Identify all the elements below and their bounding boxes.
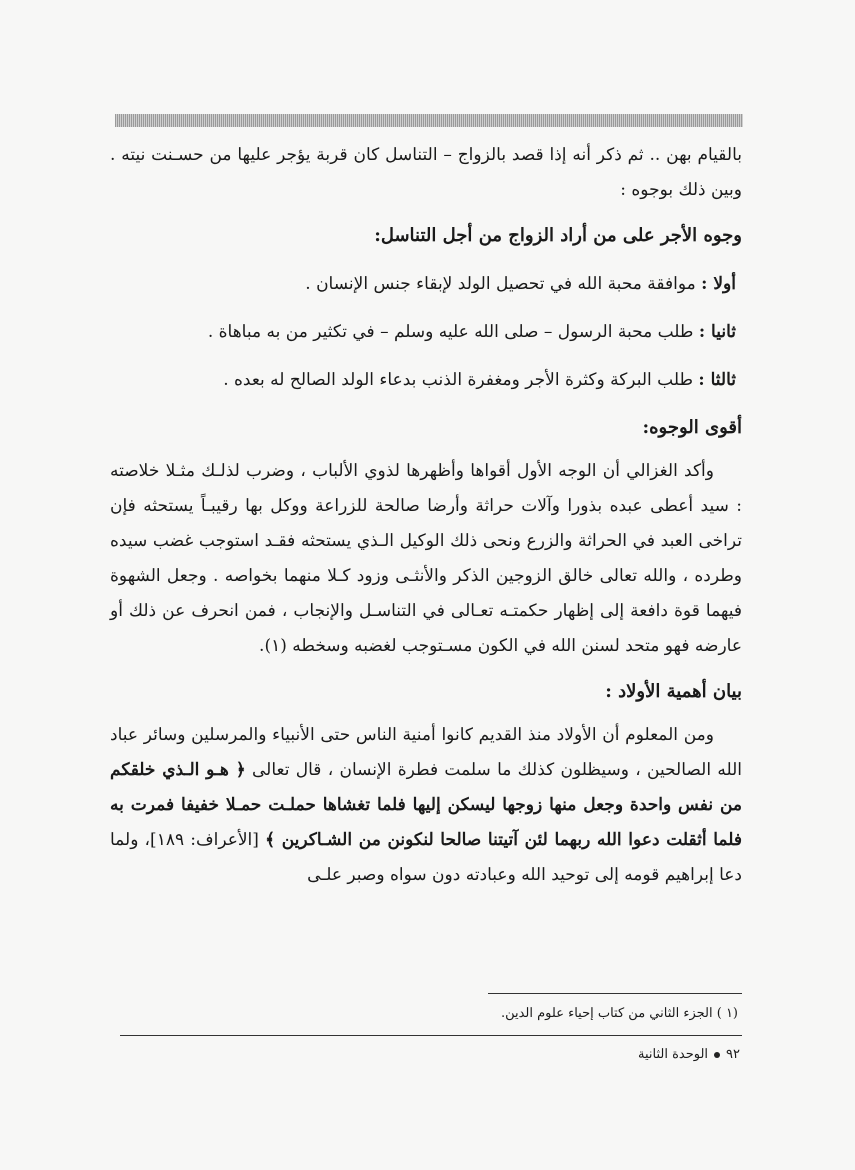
bullet-icon <box>714 1052 720 1058</box>
reward-point-1 <box>110 264 742 304</box>
children-heading: بيان أهمية الأولاد : <box>605 681 742 702</box>
point-label: ثالثا : <box>698 370 736 390</box>
page-footer <box>440 1044 740 1066</box>
footnote: (١ ) الجزء الثاني من كتاب إحياء علوم الدين. <box>500 1006 738 1021</box>
quran-verse: ﴿ هـو الـذي خلقكم من نفس واحدة وجعل منها زوجها ليسكن إليها فلما تغشاها حملـت حمـلا خفيفا فمرت به فلما أثقلت دعوا الله ربهما لئن آتيتنا صالحا لنكونن من الشـاكرين ﴾ <box>110 760 743 850</box>
children-paragraph <box>110 718 742 893</box>
main-text <box>110 138 742 893</box>
rewards-heading: وجوه الأجر على من أراد الزواج من أجل التناسل: <box>374 225 742 246</box>
strongest-paragraph: وأكد الغزالي أن الوجه الأول أقواها وأظهرها لذوي الألباب ، وضرب لذلـك مثـلا خلاصته : سيد أعطى عبده بذورا وآلات حراثة وأرضا صالحة للزراعة ووكل بها رقيبـاً يستحثه فإن تراخى العبد في الحراثة والزرع ونحى ذلك الوكيل الـذي يستحثه فقـد استوجب غضب سيده وطرده ، والله تعالى خالق الزوجين الذكر والأنثـى وزود كـلا منهما بخواصه . وجعل الشهوة فيهما قوة دافعة إلى إظهار حكمتـه تعـالى في التناسـل والإنجاب ، فمن انحرف عن ذلك أو عارضه فهو متحد لسنن الله في الكون مسـتوجب لغضبه وسخطه (١). <box>110 461 742 656</box>
children-text-after: [الأعراف: ١٨٩]، ولما دعا إبراهيم قومه إلى توحيد الله وعبادته دون سواه وصبر علـى <box>110 830 742 885</box>
intro-paragraph: بالقيام بهن .. ثم ذكر أنه إذا قصد بالزواج – التناسل كان قربة يؤجر عليها من حسـنت نيته . وبين ذلك بوجوه : <box>110 145 742 200</box>
point-text: موافقة محبة الله في تحصيل الولد لإبقاء جنس الإنسان . <box>305 274 696 294</box>
header-band <box>115 114 743 127</box>
point-text: طلب البركة وكثرة الأجر ومغفرة الذنب بدعاء الولد الصالح له بعده . <box>223 370 693 390</box>
reward-point-2 <box>110 312 742 352</box>
point-label: أولا : <box>701 274 736 294</box>
strongest-heading: أقوى الوجوه: <box>642 417 742 438</box>
point-label: ثانيا : <box>698 322 736 342</box>
point-text: طلب محبة الرسول – صلى الله عليه وسلم – في تكثير من به مباهاة . <box>207 322 694 342</box>
unit-title: الوحدة الثانية <box>637 1047 709 1062</box>
children-text-before: ومن المعلوم أن الأولاد منذ القديم كانوا أمنية الناس حتى الأنبياء والمرسلين وسائر عباد الله الصالحين ، وسيظلون كذلك ما سلمت فطرة الإنسان ، قال تعالى <box>110 725 742 780</box>
page-number: ٩٢ <box>726 1047 740 1062</box>
footer-divider <box>120 1035 742 1036</box>
reward-point-3 <box>110 360 742 400</box>
footnote-divider <box>488 993 742 994</box>
